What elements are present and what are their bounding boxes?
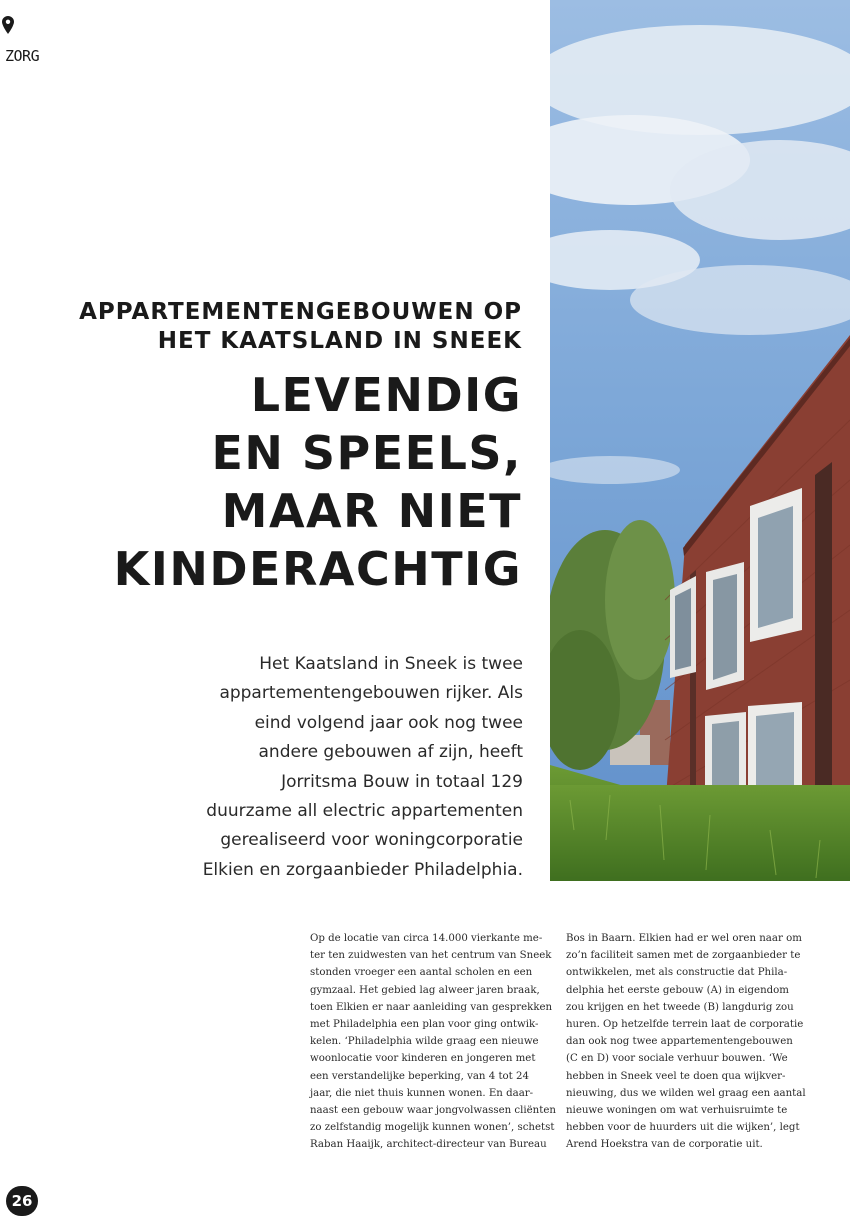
map-pin-icon [2,16,14,34]
body-line: woonlocatie voor kinderen en jongeren met [310,1053,536,1065]
kicker-line: HET KAATSLAND IN SNEEK [157,328,522,354]
body-line: zo’n faciliteit samen met de zorgaanbieder te [566,950,801,962]
body-line: nieuwe woningen om wat verhuisruimte te [566,1105,788,1117]
intro-line: Jorritsma Bouw in totaal 129 [281,771,523,792]
body-column-2 [566,930,806,1154]
intro-line: Het Kaatsland in Sneek is twee [259,654,523,674]
section-label: ZORG [5,47,40,65]
article-kicker [2,298,522,356]
body-line: een verstandelijke beperking, van 4 tot 24 [310,1070,529,1082]
body-line: jaar, die niet thuis kunnen wonen. En daar- [310,1087,534,1099]
headline-line: MAAR NIET [221,484,522,538]
headline-line: LEVENDIG [250,368,522,422]
article-intro [103,650,523,885]
body-line: kelen. ‘Philadelphia wilde graag een nieuwe [310,1036,539,1048]
body-line: Raban Haaijk, architect-directeur van Bureau [310,1139,547,1151]
headline-line: KINDERACHTIG [113,542,522,596]
body-line: Arend Hoekstra van de corporatie uit. [566,1139,763,1151]
body-line: dan ook nog twee appartementengebouwen [566,1036,793,1048]
body-line: ter ten zuidwesten van het centrum van Sneek [310,950,552,962]
intro-line: andere gebouwen af zijn, heeft [258,742,523,763]
body-column-1 [310,930,556,1154]
body-line: (C en D) voor sociale verhuur bouwen. ‘We [566,1053,788,1065]
body-line: met Philadelphia een plan voor ging ontwik- [310,1019,539,1031]
headline-line: EN SPEELS, [211,426,522,480]
intro-line: duurzame all electric appartementen [206,801,523,822]
body-line: gymzaal. Het gebied lag alweer jaren braak, [310,984,540,996]
body-line: Op de locatie van circa 14.000 vierkante me- [310,933,543,944]
article-headline [2,366,522,598]
building-photo [550,0,850,881]
intro-line: Elkien en zorgaanbieder Philadelphia. [202,859,523,880]
body-line: delphia het eerste gebouw (A) in eigendom [566,984,789,996]
intro-line: appartementengebouwen rijker. Als [219,683,523,704]
body-line: hebben in Sneek veel te doen qua wijkver- [566,1070,786,1082]
body-line: nieuwing, dus we wilden wel graag een aantal [566,1087,806,1099]
body-line: stonden vroeger een aantal scholen en een [310,967,533,979]
body-line: huren. Op hetzelfde terrein laat de corporatie [566,1019,804,1031]
intro-line: eind volgend jaar ook nog twee [254,712,523,733]
photo-illustration [550,0,850,881]
body-line: zo zelfstandig mogelijk kunnen wonen’, schetst [310,1122,555,1134]
body-line: ontwikkelen, met als constructie dat Phila- [566,967,788,979]
body-line: Bos in Baarn. Elkien had er wel oren naar om [566,933,802,944]
body-line: toen Elkien er naar aanleiding van gesprekken [310,1001,553,1013]
body-line: naast een gebouw waar jongvolwassen cliënten [310,1105,556,1117]
body-line: hebben voor de huurders uit die wijken’, legt [566,1122,800,1134]
page-number: 26 [6,1186,38,1216]
body-line: zou krijgen en het tweede (B) langdurig zou [566,1001,794,1013]
kicker-line: APPARTEMENTENGEBOUWEN OP [79,299,522,325]
section-tag [0,14,60,65]
intro-line: gerealiseerd voor woningcorporatie [220,830,523,851]
